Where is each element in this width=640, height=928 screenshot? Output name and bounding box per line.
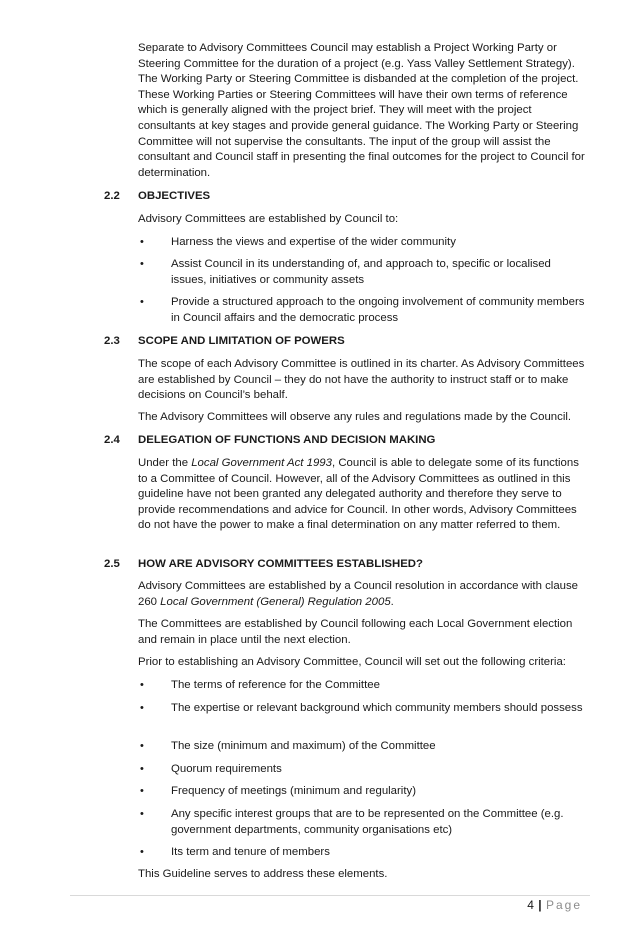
bullet-icon: • [140, 702, 144, 714]
section-number-2-2: 2.2 [104, 190, 120, 202]
bullet-icon: • [140, 296, 144, 308]
criteria-bullet-1: The terms of reference for the Committee [171, 679, 380, 691]
objectives-bullet-1: Harness the views and expertise of the wider community [171, 236, 456, 248]
scope-paragraph-1: The scope of each Advisory Committee is outlined in its charter. As Advisory Committees are established by Council – they do not have the authority to instruct staff or to make decisions on Council’s behalf. [138, 358, 585, 402]
bullet-icon: • [140, 808, 144, 820]
intro-paragraph: Separate to Advisory Committees Council may establish a Project Working Party or Steering Committee for the duration of a project (e.g. Yass Valley Settlement Strategy). The Working Party or Steering Committee is disbanded at the completion of the project. These Working Parties or Steering Committees will have their own terms of reference which is generally aligned with the project brief. They will meet with the project consultants at key stages and provide general guidance. The Working Party or Steering Committee will not supervise the consultants. The input of the group will assist the consultant and Council staff in presenting the final outcomes for the project to Council for determination. [138, 42, 585, 179]
established-paragraph-1 [138, 579, 588, 610]
page-label: Page [545, 898, 582, 912]
scope-paragraph-2: The Advisory Committees will observe any rules and regulations made by the Council. [138, 411, 572, 423]
objectives-bullet-2: Assist Council in its understanding of, and approach to, specific or localised issues, initiatives or community assets [171, 258, 551, 286]
objectives-bullet-3: Provide a structured approach to the ongoing involvement of community members in Council affairs and the democratic process [171, 296, 585, 324]
bullet-icon: • [140, 763, 144, 775]
criteria-bullet-7: Its term and tenure of members [171, 846, 330, 858]
established-paragraph-3: Prior to establishing an Advisory Committee, Council will set out the following criteria: [138, 656, 566, 668]
criteria-bullet-4: Quorum requirements [171, 763, 282, 775]
established-paragraph-2: The Committees are established by Council following each Local Government election and remain in place until the next election. [138, 618, 573, 646]
delegation-text-pre: Under the [138, 457, 192, 469]
objectives-lead: Advisory Committees are established by Council to: [138, 213, 399, 225]
page-separator: | [538, 898, 543, 912]
criteria-bullet-6: Any specific interest groups that are to be represented on the Committee (e.g. government departments, community organisations etc) [171, 808, 564, 836]
section-number-2-5: 2.5 [104, 558, 120, 570]
established-text-pre: Advisory Committees are established by a Council resolution in accordance with clause 260 [138, 580, 579, 608]
criteria-bullet-5: Frequency of meetings (minimum and regularity) [171, 785, 416, 797]
bullet-icon: • [140, 846, 144, 858]
established-text-post: . [390, 595, 394, 608]
bullet-icon: • [140, 785, 144, 797]
section-number-2-3: 2.3 [104, 335, 120, 347]
footer-divider [70, 895, 590, 896]
section-heading-delegation: DELEGATION OF FUNCTIONS AND DECISION MAKING [138, 434, 436, 446]
section-heading-objectives: OBJECTIVES [138, 190, 211, 202]
section-heading-established: HOW ARE ADVISORY COMMITTEES ESTABLISHED? [138, 558, 423, 570]
regulation-title: Local Government (General) Regulation 2005 [160, 595, 391, 608]
delegation-text-post: , Council is able to delegate some of its functions to a Committee of Council. However, all of the Advisory Committees as outlined in this guideline have not been granted any delegated authority and therefore they serve to provide recommendations and advice for Council. In other words, Advisory Committees do not have the power to make a final determination on any matter referred to them. [138, 457, 579, 532]
page-footer [527, 898, 582, 914]
bullet-icon: • [140, 740, 144, 752]
section-heading-scope: SCOPE AND LIMITATION OF POWERS [138, 335, 345, 347]
bullet-icon: • [140, 236, 144, 248]
established-closing: This Guideline serves to address these elements. [138, 868, 388, 880]
section-number-2-4: 2.4 [104, 434, 120, 446]
act-title: Local Government Act 1993 [191, 457, 332, 469]
page-number: 4 [527, 898, 535, 912]
criteria-bullet-2: The expertise or relevant background which community members should possess [171, 702, 583, 714]
delegation-paragraph [138, 456, 588, 534]
bullet-icon: • [140, 258, 144, 270]
bullet-icon: • [140, 679, 144, 691]
criteria-bullet-3: The size (minimum and maximum) of the Committee [171, 740, 436, 752]
